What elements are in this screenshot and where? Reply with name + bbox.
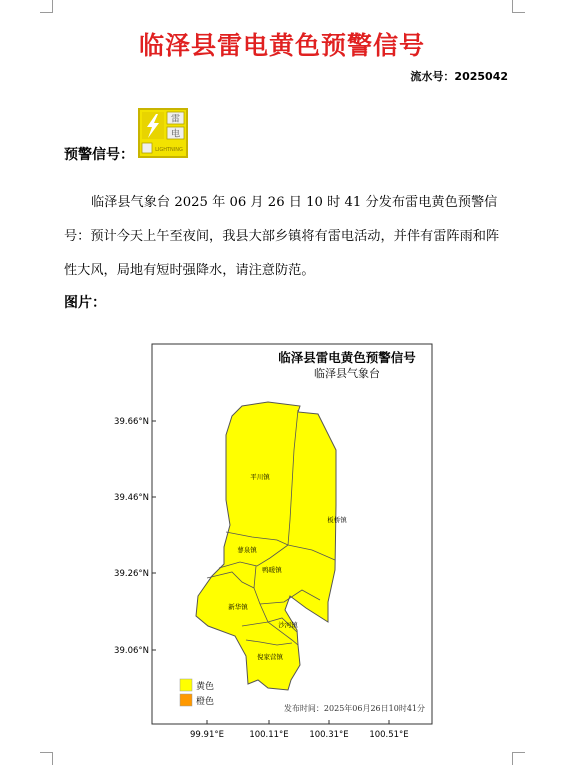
crop-mark-bottom-left: [40, 752, 53, 765]
lon-label-3: 100.31°E: [309, 730, 349, 740]
crop-mark-top-right: [512, 0, 525, 13]
legend-swatch-orange: [180, 694, 192, 706]
lon-label-4: 100.51°E: [369, 730, 409, 740]
crop-mark-bottom-right: [512, 752, 525, 765]
document-title: 临泽县雷电黄色预警信号: [138, 31, 425, 60]
town-label-xinhua: 新华镇: [228, 603, 248, 611]
map-release-time: 发布时间：2025年06月26日10时41分: [283, 704, 425, 713]
map-title: 临泽县雷电黄色预警信号: [278, 350, 416, 365]
signal-icon-char-1: 雷: [170, 114, 181, 125]
warning-map: [92, 340, 452, 740]
lat-label-1: 39.66°N: [114, 417, 149, 427]
town-label-yanuan: 鸭暖镇: [262, 566, 282, 574]
map-subtitle: 临泽县气象台: [314, 367, 380, 380]
lon-label-1: 99.91°E: [190, 730, 224, 740]
signal-icon-char-2: 电: [170, 129, 181, 140]
legend-label-yellow: 黄色: [196, 682, 215, 692]
lon-label-2: 100.11°E: [249, 730, 289, 740]
town-label-nijiaying: 倪家营镇: [257, 653, 283, 661]
signal-label: 预警信号：: [64, 147, 134, 163]
signal-icon-small-box: [142, 143, 152, 153]
lat-axis: [114, 417, 156, 656]
serial-number: 流水号：2025042: [410, 70, 508, 83]
picture-label: 图片：: [64, 295, 106, 311]
legend-label-orange: 橙色: [196, 697, 215, 707]
town-label-liaoquan: 蓼泉镇: [237, 546, 257, 554]
lightning-yellow-warning-icon: [138, 108, 188, 158]
crop-mark-top-left: [40, 0, 53, 13]
town-label-banqiao: 板桥镇: [327, 516, 347, 524]
signal-icon-bottom-text: LIGHTNING: [155, 147, 183, 153]
town-label-shahe: 沙河镇: [278, 621, 298, 629]
lat-label-3: 39.26°N: [114, 569, 149, 579]
legend-swatch-yellow: [180, 679, 192, 691]
lat-label-2: 39.46°N: [114, 493, 149, 503]
lat-label-4: 39.06°N: [114, 646, 149, 656]
town-label-pingchuan: 平川镇: [250, 473, 270, 481]
warning-body-text: 临泽县气象台 2025 年 06 月 26 日 10 时 41 分发布雷电黄色预警信号：预计今天上午至夜间，我县大部乡镇将有雷电活动，并伴有雷阵雨和阵性大风，局地有短时强降水，请注意防范。: [64, 195, 500, 278]
